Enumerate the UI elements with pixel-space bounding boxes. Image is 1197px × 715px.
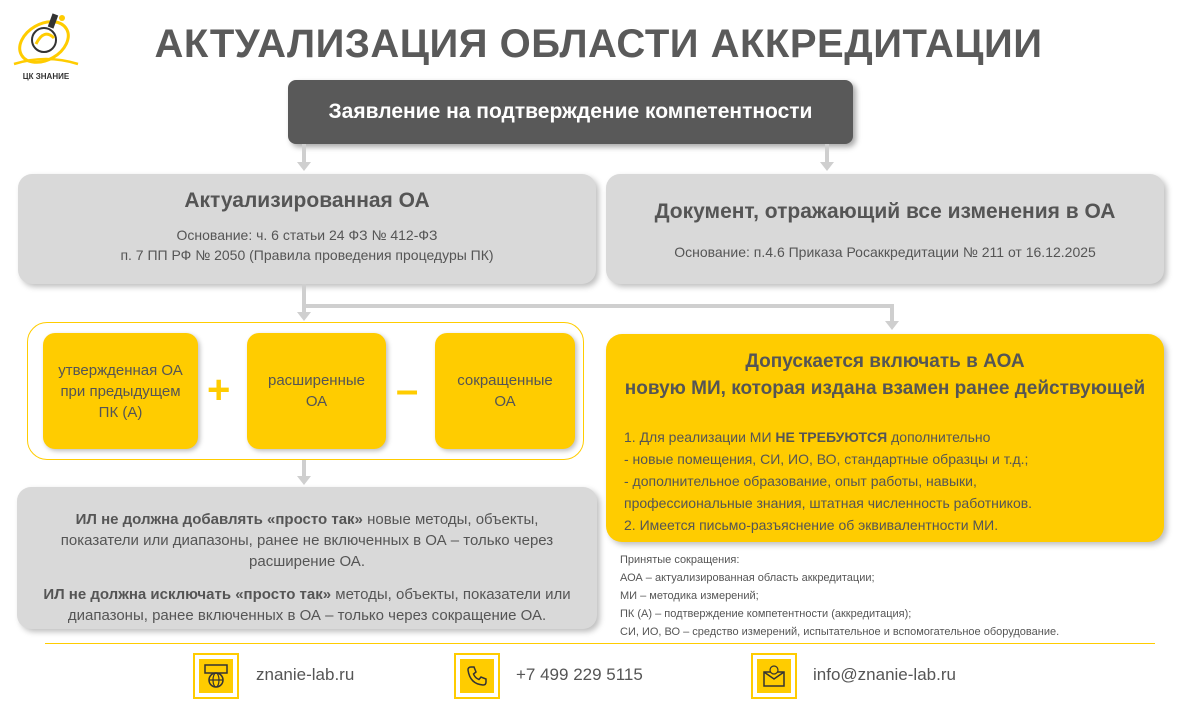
allowed-box [606, 334, 1164, 542]
connector-line [306, 304, 894, 308]
phone-link[interactable]: +7 499 229 5115 [516, 665, 643, 684]
il-rule-remove [17, 584, 597, 626]
reduced-oa-line-2: ОА [494, 393, 516, 410]
email-icon [761, 664, 787, 688]
connector-line [825, 144, 829, 164]
document-basis: Основание: п.4.6 Приказа Росаккредитации № 211 от 16.12.2025 [674, 244, 1096, 260]
website-link[interactable]: znanie-lab.ru [256, 665, 355, 684]
approved-oa-box [43, 333, 198, 449]
minus-operator: – [396, 368, 419, 412]
abbreviation-item: АОА – актуализированная область аккредитации; [620, 572, 875, 584]
arrow-down-icon [820, 162, 834, 171]
connector-line [890, 304, 894, 322]
footer-divider [45, 643, 1155, 644]
il-rule-add [17, 509, 597, 572]
approved-oa-line-2: при предыдущем [60, 382, 181, 400]
il-rule-add-text: новые методы, объекты, показатели или диапазоны, ранее не включенных в ОА – только через расширение ОА. [60, 511, 554, 570]
abbreviation-item: СИ, ИО, ВО – средство измерений, испытательное и вспомогательное оборудование. [620, 626, 1060, 638]
plus-operator: + [207, 368, 231, 412]
connector-line [302, 284, 306, 314]
globe-icon [203, 663, 229, 689]
allowed-title [606, 348, 1164, 402]
allowed-item-1-line-3: - дополнительное образование, опыт работы, навыки, [624, 473, 977, 489]
allowed-item-1-line-2: - новые помещения, СИ, ИО, ВО, стандартные образцы и т.д.; [624, 451, 1029, 467]
expanded-oa-line-2: ОА [305, 393, 328, 410]
allowed-title-line-2: новую МИ, которая издана взамен ранее действующей [624, 378, 1146, 399]
reduced-oa-box [435, 333, 575, 449]
reduced-oa-line-1: сокращенные [457, 372, 553, 389]
website-icon-frame[interactable] [193, 653, 239, 699]
document-title: Документ, отражающий все изменения в ОА [654, 200, 1116, 223]
il-rule-add-bold: ИЛ не должна добавлять «просто так» [75, 511, 363, 528]
abbreviation-item: МИ – методика измерений; [620, 590, 759, 602]
approved-oa-line-3: ПК (А) [98, 403, 143, 421]
arrow-down-icon [297, 162, 311, 171]
allowed-item-1-line-4: профессиональные знания, штатная численность работников. [624, 495, 1033, 511]
abbreviation-item: ПК (А) – подтверждение компетентности (аккредитация); [620, 608, 912, 620]
email-icon-frame[interactable] [751, 653, 797, 699]
arrow-down-icon [297, 476, 311, 485]
allowed-list [624, 426, 1164, 536]
allowed-item-2: 2. Имеется письмо-разъяснение об эквивалентности МИ. [624, 517, 999, 533]
updated-oa-box [18, 174, 596, 284]
allowed-item-1 [624, 426, 1164, 448]
il-rule-remove-text: методы, объекты, показатели или диапазоны, ранее включенных в ОА – только через сокращение ОА. [67, 586, 571, 624]
expanded-oa-box [247, 333, 386, 449]
application-label: Заявление на подтверждение компетентности [328, 100, 813, 123]
page-title: АКТУАЛИЗАЦИЯ ОБЛАСТИ АККРЕДИТАЦИИ [154, 22, 1043, 66]
arrow-down-icon [297, 312, 311, 321]
arrow-down-icon [885, 321, 899, 330]
connector-line [302, 144, 306, 164]
updated-oa-basis [18, 225, 596, 265]
expanded-oa-line-1: расширенные [268, 372, 365, 389]
il-rule-remove-bold: ИЛ не должна исключать «просто так» [43, 586, 332, 603]
allowed-item-1-prefix: 1. Для реализации МИ [624, 429, 776, 445]
approved-oa-line-1: утвержденная ОА [58, 361, 183, 379]
phone-icon-frame[interactable] [454, 653, 500, 699]
allowed-item-1-suffix: дополнительно [887, 429, 991, 445]
il-rules-box [17, 487, 597, 629]
updated-oa-basis-line-2: п. 7 ПП РФ № 2050 (Правила проведения процедуры ПК) [120, 247, 494, 263]
allowed-item-1-bold: НЕ ТРЕБУЮТСЯ [775, 429, 888, 445]
allowed-title-line-1: Допускается включать в АОА [745, 351, 1025, 372]
logo-caption: ЦК ЗНАНИЕ [22, 72, 70, 81]
abbreviations-heading: Принятые сокращения: [620, 554, 740, 566]
email-link[interactable]: info@znanie-lab.ru [813, 665, 956, 684]
phone-icon [465, 664, 489, 688]
abbreviations [620, 551, 1059, 641]
updated-oa-basis-line-1: Основание: ч. 6 статьи 24 ФЗ № 412-ФЗ [176, 227, 438, 243]
updated-oa-title: Актуализированная ОА [184, 189, 430, 212]
application-box [288, 80, 853, 144]
document-box [606, 174, 1164, 284]
